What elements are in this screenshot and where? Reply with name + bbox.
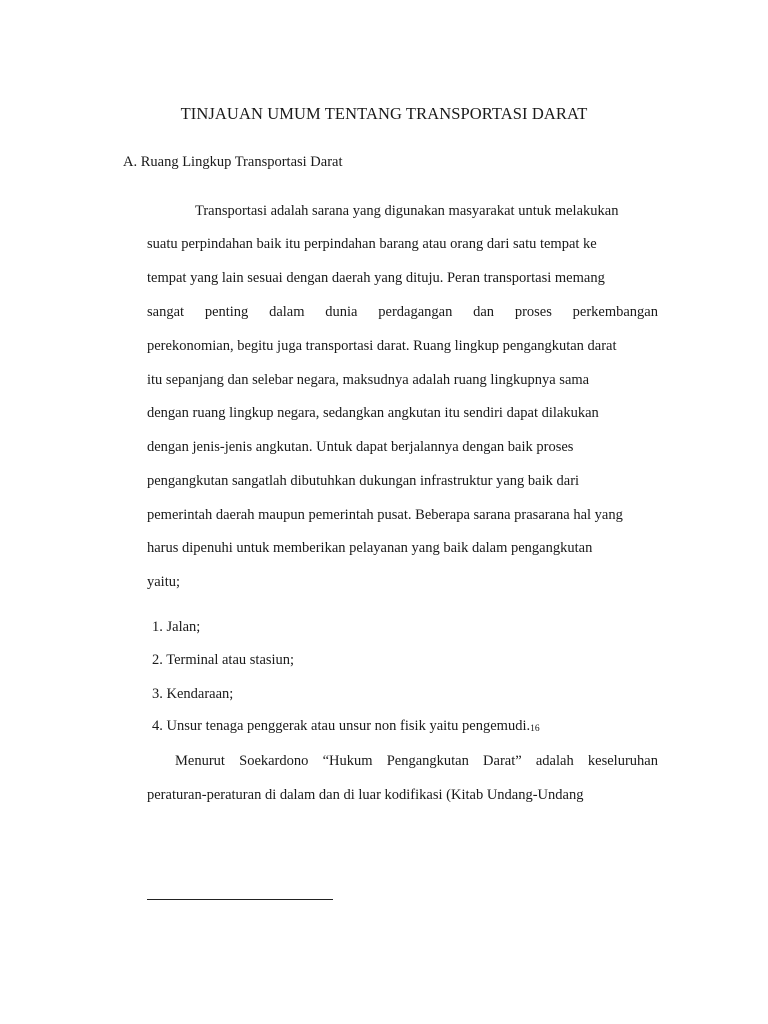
paragraph-line-justified [147, 302, 658, 322]
list-item: 2. Terminal atau stasiun; [152, 652, 295, 668]
word: adalah [535, 753, 574, 769]
word: dalam [269, 304, 305, 320]
paragraph-line: tempat yang lain sesuai dengan daerah yang dituju. Peran transportasi memang [147, 270, 605, 286]
paragraph-line: dengan ruang lingkup negara, sedangkan angkutan itu sendiri dapat dilakukan [147, 405, 599, 421]
paragraph-line: pemerintah daerah maupun pemerintah pusat. Beberapa sarana prasarana hal yang [147, 507, 623, 523]
page-title: TINJAUAN UMUM TENTANG TRANSPORTASI DARAT [180, 104, 588, 123]
paragraph-line-justified [175, 751, 658, 771]
paragraph-line: perekonomian, begitu juga transportasi darat. Ruang lingkup pengangkutan darat [147, 338, 617, 354]
word: sangat [147, 304, 185, 320]
word: Darat” [483, 753, 522, 769]
footnote-separator [147, 899, 333, 900]
paragraph-line: suatu perpindahan baik itu perpindahan barang atau orang dari satu tempat ke [147, 236, 597, 252]
word: “Hukum [322, 753, 373, 769]
word: keseluruhan [587, 753, 658, 769]
word: Menurut [175, 753, 225, 769]
paragraph-line: dengan jenis-jenis angkutan. Untuk dapat berjalannya dengan baik proses [147, 439, 574, 455]
paragraph-line: Transportasi adalah sarana yang digunakan masyarakat untuk melakukan [195, 203, 619, 219]
list-item: 1. Jalan; [152, 619, 201, 635]
paragraph-line: peraturan-peraturan di dalam dan di luar kodifikasi (Kitab Undang-Undang [147, 787, 584, 803]
word: perdagangan [378, 304, 453, 320]
list-item-text: 4. Unsur tenaga penggerak atau unsur non fisik yaitu pengemudi. [152, 718, 531, 734]
word: penting [204, 304, 249, 320]
paragraph-line: itu sepanjang dan selebar negara, maksudnya adalah ruang lingkupnya sama [147, 372, 590, 388]
word: Soekardono [239, 753, 309, 769]
word: Pengangkutan [386, 753, 469, 769]
section-heading: A. Ruang Lingkup Transportasi Darat [123, 154, 343, 170]
footnote-reference: 16 [530, 724, 540, 734]
paragraph-line: harus dipenuhi untuk memberikan pelayanan yang baik dalam pengangkutan [147, 540, 593, 556]
word: proses [514, 304, 552, 320]
word: dan [473, 304, 495, 320]
word: dunia [325, 304, 358, 320]
word: perkembangan [572, 304, 658, 320]
list-item: 3. Kendaraan; [152, 686, 234, 702]
paragraph-line: yaitu; [147, 574, 181, 590]
paragraph-line: pengangkutan sangatlah dibutuhkan dukungan infrastruktur yang baik dari [147, 473, 580, 489]
list-item [152, 716, 540, 736]
